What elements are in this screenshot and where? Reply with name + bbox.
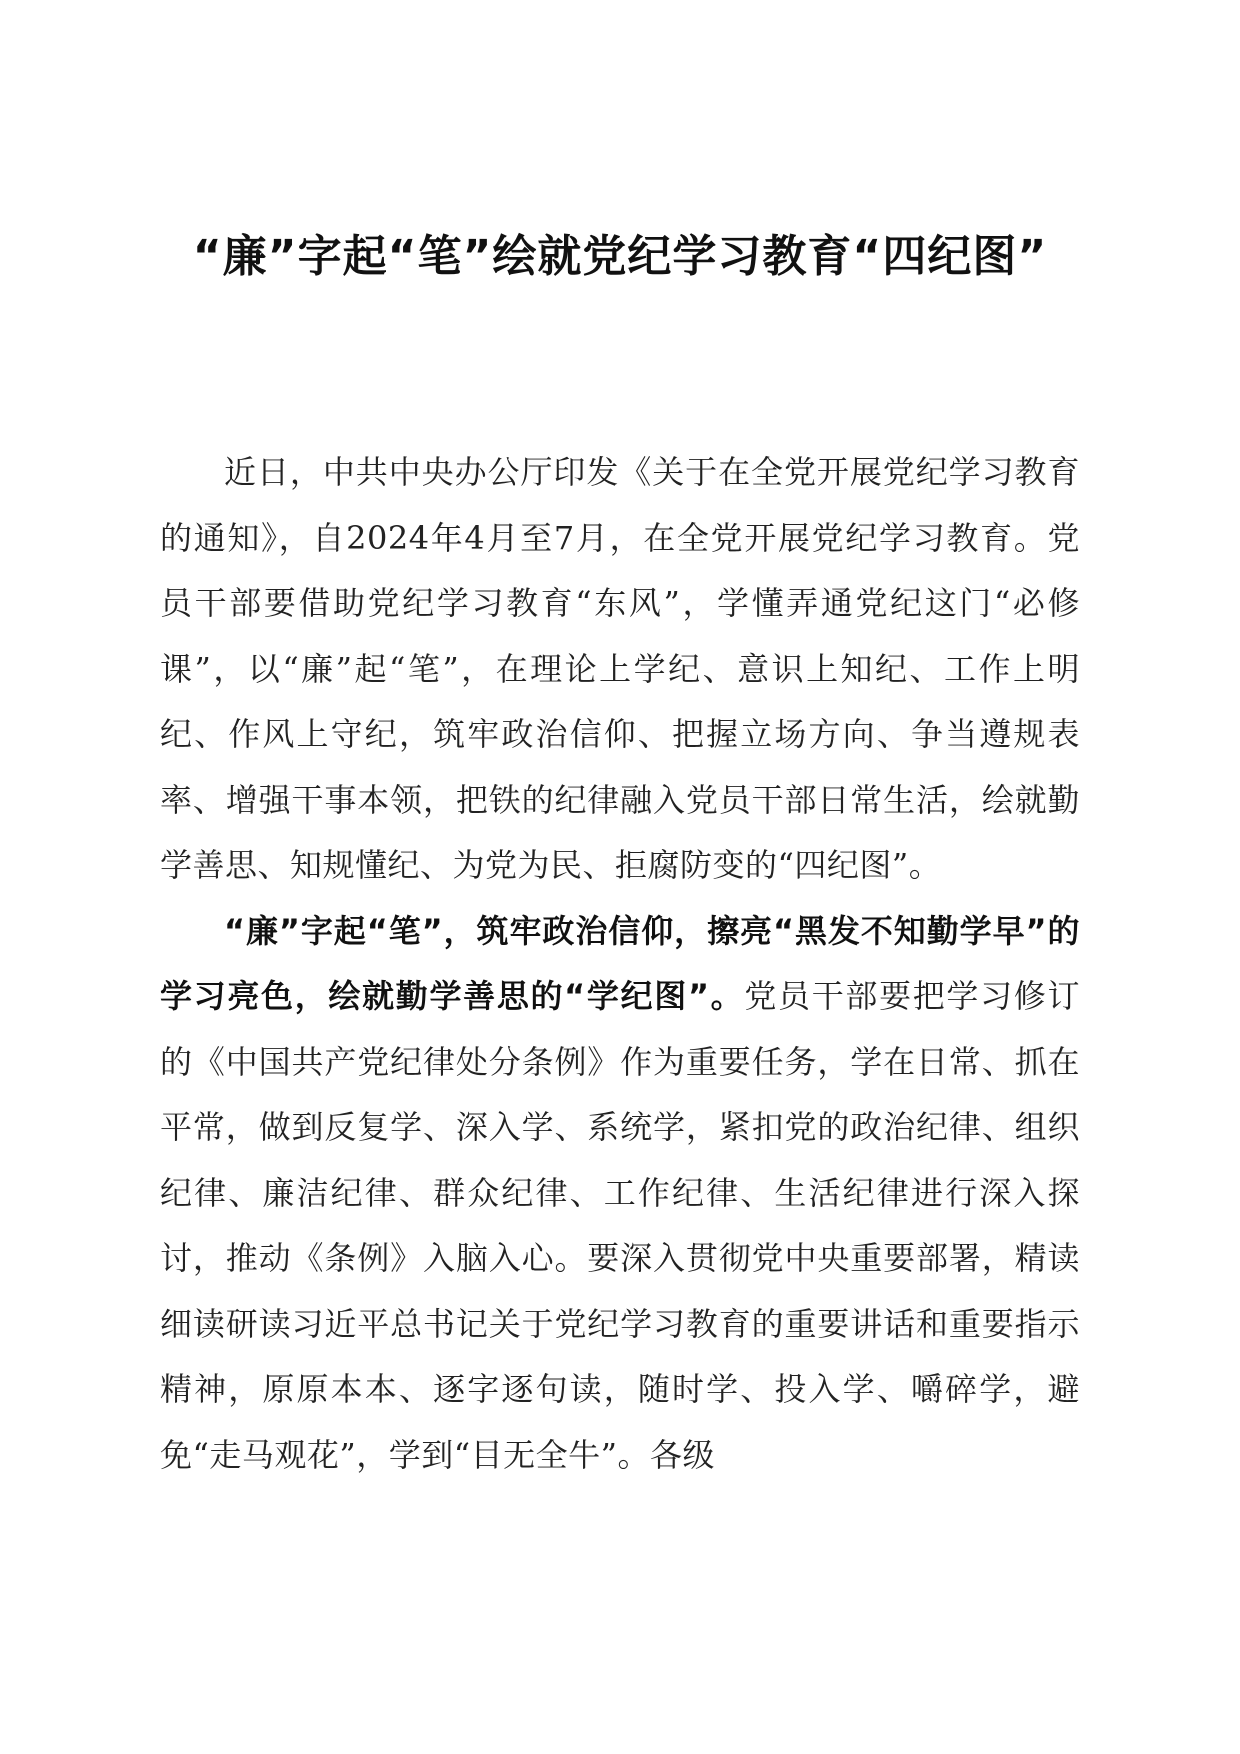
- paragraph-text: 近日，中共中央办公厅印发《关于在全党开展党纪学习教育的通知》，自2024年4月至7月，在全党开展党纪学习教育。党员干部要借助党纪学习教育“东风”，学懂弄通党纪这门“必修课”，以“廉”起“笔”，在理论上学纪、意识上知纪、工作上明纪、作风上守纪，筑牢政治信仰、把握立场方向、争当遵规表率、增强干事本领，把铁的纪律融入党员干部日常生活，绘就勤学善思、知规懂纪、为党为民、拒腐防变的“四纪图”。: [160, 453, 1080, 884]
- document-title: “廉”字起“笔”绘就党纪学习教育“四纪图”: [192, 231, 1048, 282]
- paragraph-study-discipline: [160, 899, 1080, 1489]
- document-body: [160, 440, 1080, 1488]
- paragraph-lead: “廉”字起“笔”，筑牢政治信仰，擦亮“黑发不知勤学早”的学习亮色，绘就勤学善思的“学纪图”。: [160, 911, 1080, 1015]
- paragraph-intro: [160, 440, 1080, 899]
- paragraph-text: 党员干部要把学习修订的《中国共产党纪律处分条例》作为重要任务，学在日常、抓在平常，做到反复学、深入学、系统学，紧扣党的政治纪律、组织纪律、廉洁纪律、群众纪律、工作纪律、生活纪律进行深入探讨，推动《条例》入脑入心。要深入贯彻党中央重要部署，精读细读研读习近平总书记关于党纪学习教育的重要讲话和重要指示精神，原原本本、逐字逐句读，随时学、投入学、嚼碎学，避免“走马观花”，学到“目无全牛”。各级: [160, 977, 1080, 1474]
